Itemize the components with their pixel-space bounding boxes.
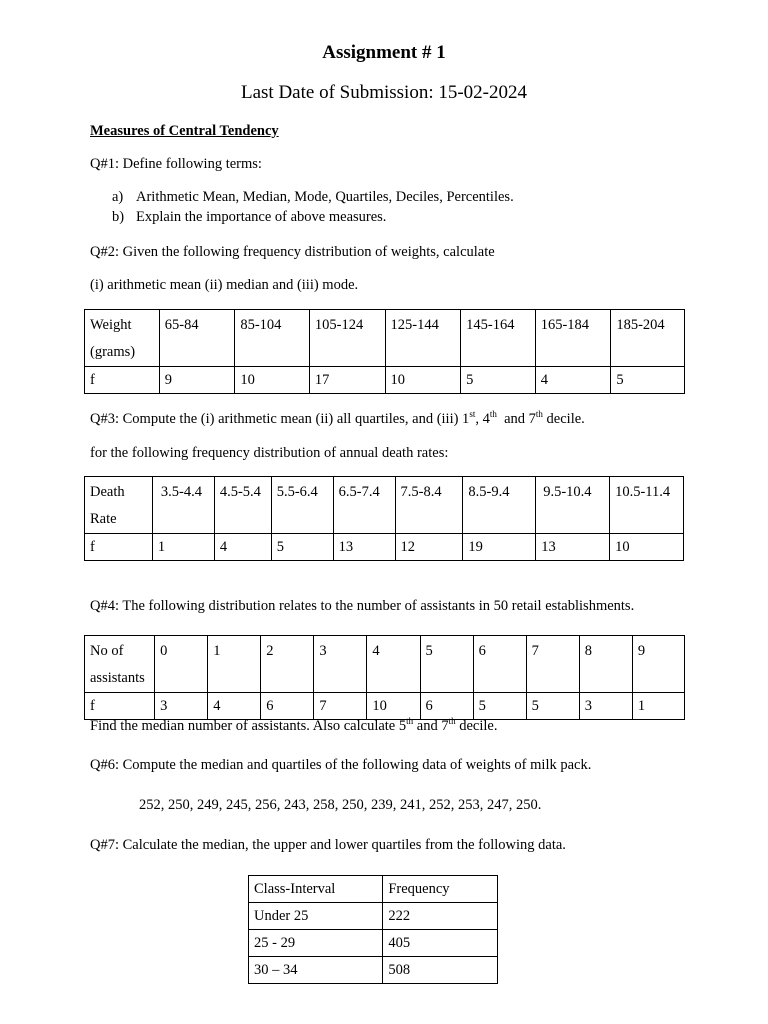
death-rate-class-cell: 9.5-10.4 (536, 477, 610, 534)
weights-freq-cell: 10 (235, 367, 310, 394)
death-rate-header-cell (85, 477, 153, 534)
weights-table (84, 309, 685, 394)
assistants-header-line1: No of (90, 643, 124, 659)
q4-after-part3: decile. (455, 718, 498, 734)
q4-text: Q#4: The following distribution relates to the number of assistants in 50 retail establishments. (90, 598, 635, 614)
assistants-class-cell: 2 (261, 636, 314, 693)
death-rate-freq-cell: 10 (610, 534, 684, 561)
assistants-freq-cell: 4 (208, 693, 261, 720)
assistants-class-cell: 0 (155, 636, 208, 693)
death-rate-freq-cell: 13 (536, 534, 610, 561)
q1-item-b-marker: b) (112, 209, 125, 225)
assistants-class-cell: 6 (473, 636, 526, 693)
q4-followup (90, 717, 497, 735)
assistants-class-cell: 9 (632, 636, 684, 693)
assistants-header-row (85, 636, 685, 693)
class-interval-cell: 25 - 29 (249, 930, 383, 957)
death-rate-class-cell: 6.5-7.4 (333, 477, 395, 534)
assistants-freq-cell: 5 (526, 693, 579, 720)
assistants-freq-cell: 5 (473, 693, 526, 720)
q3-part4: decile. (542, 411, 585, 427)
q3-sup2: th (489, 409, 497, 419)
assistants-class-cell: 7 (526, 636, 579, 693)
weights-header-row (85, 310, 685, 367)
class-interval-cell: Under 25 (249, 903, 383, 930)
weights-class-cell: 125-144 (385, 310, 461, 367)
death-rate-class-cell: 8.5-9.4 (463, 477, 536, 534)
assistants-class-cell: 4 (367, 636, 420, 693)
table-row (249, 957, 498, 984)
assistants-freq-cell: 6 (261, 693, 314, 720)
assistants-freq-cell: 3 (579, 693, 632, 720)
assistants-header-line2: assistants (90, 670, 145, 686)
weights-freq-cell: 9 (159, 367, 235, 394)
q3-sup1: st (469, 409, 476, 419)
q2-line1: Q#2: Given the following frequency distribution of weights, calculate (90, 244, 495, 260)
q3-part2: , 4 (475, 411, 490, 427)
q4-after-sup2: th (448, 716, 456, 726)
weights-freq-cell: 5 (461, 367, 536, 394)
assistants-class-cell: 5 (420, 636, 473, 693)
weights-class-cell: 85-104 (235, 310, 310, 367)
q4-after-part1: Find the median number of assistants. Also calculate 5 (90, 718, 407, 734)
weights-header-cell (85, 310, 160, 367)
q4-after-sup1: th (406, 716, 414, 726)
frequency-header: Frequency (383, 876, 498, 903)
q1-text: Q#1: Define following terms: (90, 156, 262, 172)
submission-date: Last Date of Submission: 15-02-2024 (240, 82, 528, 103)
class-interval-header-row (249, 876, 498, 903)
weights-class-cell: 165-184 (535, 310, 611, 367)
q7-text: Q#7: Calculate the median, the upper and lower quartiles from the following data. (90, 837, 566, 853)
death-rate-freq-cell: 5 (271, 534, 333, 561)
frequency-cell: 222 (383, 903, 498, 930)
assistants-freq-cell: 7 (314, 693, 367, 720)
frequency-cell: 405 (383, 930, 498, 957)
death-rate-freq-cell: 1 (152, 534, 214, 561)
q4-after-part2: and 7 (413, 718, 449, 734)
assistants-class-cell: 1 (208, 636, 261, 693)
weights-class-cell: 145-164 (461, 310, 536, 367)
q3-line2: for the following frequency distribution of annual death rates: (90, 445, 449, 461)
weights-header-line1: Weight (90, 317, 132, 333)
assistants-header-cell (85, 636, 155, 693)
q1-item-a (112, 188, 514, 206)
assistants-table (84, 635, 685, 720)
assistants-freq-cell: 10 (367, 693, 420, 720)
q3-part3: and 7 (496, 411, 536, 427)
death-rate-header-line1: Death (90, 484, 125, 500)
table-row (249, 930, 498, 957)
weights-freq-cell: 10 (385, 367, 461, 394)
death-rate-freq-cell: 13 (333, 534, 395, 561)
death-rate-class-cell: 3.5-4.4 (152, 477, 214, 534)
q2-line2: (i) arithmetic mean (ii) median and (iii) mode. (90, 277, 359, 293)
weights-freq-label: f (85, 367, 160, 394)
death-rate-freq-cell: 4 (214, 534, 271, 561)
q6-text: Q#6: Compute the median and quartiles of the following data of weights of milk pack. (90, 757, 592, 773)
frequency-cell: 508 (383, 957, 498, 984)
death-rate-freq-row (85, 534, 684, 561)
class-interval-header: Class-Interval (249, 876, 383, 903)
page-title: Assignment # 1 (322, 42, 446, 63)
q1-item-a-marker: a) (112, 189, 124, 205)
q1-item-b-text: Explain the importance of above measures. (136, 209, 387, 225)
death-rate-table (84, 476, 684, 561)
q1-item-a-text: Arithmetic Mean, Median, Mode, Quartiles, Deciles, Percentiles. (136, 189, 514, 205)
death-rate-freq-cell: 19 (463, 534, 536, 561)
assistants-class-cell: 3 (314, 636, 367, 693)
assistants-class-cell: 8 (579, 636, 632, 693)
section-heading: Measures of Central Tendency (90, 123, 279, 139)
death-rate-class-cell: 7.5-8.4 (395, 477, 463, 534)
weights-freq-cell: 4 (535, 367, 611, 394)
q3-line1 (90, 410, 585, 428)
class-interval-cell: 30 – 34 (249, 957, 383, 984)
weights-class-cell: 185-204 (611, 310, 685, 367)
weights-class-cell: 65-84 (159, 310, 235, 367)
weights-freq-cell: 17 (309, 367, 385, 394)
assistants-freq-label: f (85, 693, 155, 720)
death-rate-class-cell: 5.5-6.4 (271, 477, 333, 534)
assistants-freq-cell: 6 (420, 693, 473, 720)
death-rate-freq-cell: 12 (395, 534, 463, 561)
q3-part1: Q#3: Compute the (i) arithmetic mean (ii) all quartiles, and (iii) 1 (90, 411, 470, 427)
weights-freq-row (85, 367, 685, 394)
class-interval-table (248, 875, 498, 984)
weights-freq-cell: 5 (611, 367, 685, 394)
death-rate-header-line2: Rate (90, 511, 117, 527)
q6-data: 252, 250, 249, 245, 256, 243, 258, 250, 239, 241, 252, 253, 247, 250. (139, 797, 542, 813)
q3-sup3: th (535, 409, 543, 419)
q1-item-b (112, 208, 386, 226)
assistants-freq-cell: 1 (632, 693, 684, 720)
weights-header-line2: (grams) (90, 344, 136, 360)
death-rate-header-row (85, 477, 684, 534)
death-rate-class-cell: 10.5-11.4 (610, 477, 684, 534)
death-rate-freq-label: f (85, 534, 153, 561)
weights-class-cell: 105-124 (309, 310, 385, 367)
death-rate-class-cell: 4.5-5.4 (214, 477, 271, 534)
table-row (249, 903, 498, 930)
assistants-freq-cell: 3 (155, 693, 208, 720)
assistants-freq-row (85, 693, 685, 720)
